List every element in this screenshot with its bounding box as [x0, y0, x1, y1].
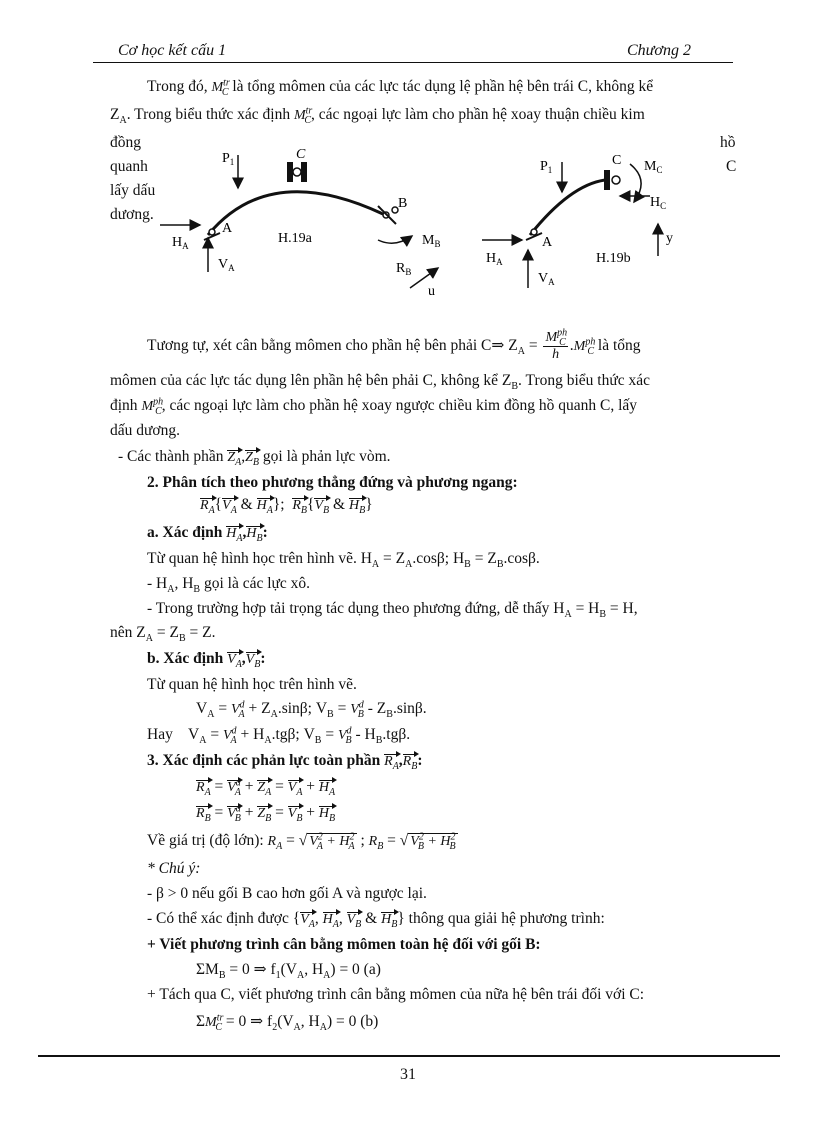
label-a-19b: A [542, 235, 553, 250]
arch-19b [530, 180, 605, 235]
header-chapter: Chương 2 [627, 42, 691, 59]
label-a-19a: A [222, 221, 233, 236]
p2-line1: Tương tự, xét cân bằng mômen cho phần hệ bên phải C⇒ $Z_A$ = $\frac{M^{ph}_C}{h}$ $.M^{ph}_C$ là tổng [147, 327, 641, 362]
label-ha-19a: $H_A$ [172, 235, 189, 251]
page-number: 31 [400, 1066, 416, 1083]
label-b-19a: B [398, 196, 408, 211]
s2a-line2: - $H_A$, $H_B$ gọi là các lực xô. [147, 575, 311, 596]
label-mb-19a: $M_B$ [422, 233, 441, 249]
s3-title: 3. Xác định các phản lực toàn phần $R_A,R_B$: [147, 752, 423, 772]
header-rule [93, 62, 733, 63]
p2-line4: dấu dương. [110, 422, 180, 439]
label-p1-19a: $P_1$ [222, 151, 235, 167]
s3-magnitude: Về giá trị (độ lớn): $R_A$ = √ $V^2_A + H^2_A$ ; $R_B$ = √ $V^2_B + H^2_B$ [147, 831, 456, 852]
support-b-19a [378, 206, 398, 224]
s3-eq-ra: $R_A = V^d_A + Z_A = V_A + H_A$ [196, 777, 336, 798]
label-va-19b: $V_A$ [538, 271, 555, 287]
s2b-title: b. Xác định $V_A,V_B$: [147, 650, 266, 670]
arch-figure [150, 140, 720, 300]
hinge-c-19a [287, 162, 307, 182]
header-course-title: Cơ học kết cấu 1 [118, 42, 227, 59]
label-ha-19b: $H_A$ [486, 251, 503, 267]
p2-line2: mômen của các lực tác dụng lên phần hệ bên phải C, không kể $Z_B$. Trong biểu thức xác [110, 372, 651, 393]
s3-eq-b: $\Sigma M^{tr}_C = 0$ ⇒ $f_2(V_A$, $H_A) = 0$ (b) [196, 1012, 379, 1034]
p1-line1: Trong đó, $M^{tr}_C$ là tổng mômen của các lực tác dụng lệ phần hệ bên trái C, không kể [147, 77, 654, 98]
caption-h19a: H.19a [278, 231, 312, 246]
s2-title: 2. Phân tích theo phương thẳng đứng và phương ngang: [147, 474, 518, 491]
s3-eq-rb: $R_B = V^d_B + Z_B = V_B + H_B$ [196, 803, 336, 824]
p1-line5: lấy dấu [110, 182, 156, 199]
s2b-line2: $V_A = V^d_A + Z_A.\sin\beta$; $V_B = V^d_B - Z_B.\sin\beta$. [196, 699, 427, 721]
label-c-19a: C [296, 147, 306, 162]
label-c-19b: C [612, 153, 622, 168]
s2a-title: a. Xác định $H_A,H_B$: [147, 524, 268, 544]
s2a-line1: Từ quan hệ hình học trên hình vẽ. $H_A = Z_A.\cos\beta$; $H_B = Z_B.\cos\beta$. [147, 550, 540, 571]
p1-line2: $Z_A$. Trong biểu thức xác định $M^{tr}_C$, các ngoại lực làm cho phần hệ xoay thuận chiều kim [110, 105, 645, 127]
p1-line6: dương. [110, 206, 154, 223]
label-u-19a: u [428, 284, 435, 299]
p1-line3b: hồ [720, 134, 736, 151]
p2-line5: - Các thành phần $Z_A,Z_B$ gọi là phản lực vòm. [118, 448, 391, 468]
label-hc-19b: $H_C$ [650, 195, 667, 211]
hinge-c-19b [604, 170, 620, 190]
arch-19a [208, 192, 385, 235]
p1-line4b: C [726, 158, 737, 175]
label-p1-19b: $P_1$ [540, 159, 553, 175]
s3-note-1: - β > 0 nếu gối B cao hơn gối A và ngược lại. [147, 885, 427, 902]
s3-note-2: - Có thể xác định được {$V_A$, $H_A$, $V_B$ & $H_B$} thông qua giải hệ phương trình: [147, 910, 605, 930]
p2-line3: định $M^{ph}_C$, các ngoại lực làm cho phần hệ xoay ngược chiều kim đồng hồ quanh C, lấy [110, 396, 638, 417]
label-va-19a: $V_A$ [218, 257, 235, 273]
s3-step-2: + Tách qua C, viết phương trình cân bằng mômen của nữa hệ bên trái đối với C: [147, 986, 645, 1003]
p1-line3a: đồng [110, 134, 141, 151]
s2a-line3: - Trong trường hợp tải trọng tác dụng theo phương đứng, dễ thấy $H_A = H_B = H$, [147, 600, 638, 621]
s2b-line1: Từ quan hệ hình học trên hình vẽ. [147, 676, 357, 693]
caption-h19b: H.19b [596, 251, 631, 266]
s2a-line4: nên $Z_A = Z_B = Z$. [110, 624, 216, 645]
s3-step-1: + Viết phương trình cân bằng mômen toàn hệ đối với gối B: [147, 936, 541, 953]
label-rb-19a: $R_B$ [396, 261, 412, 277]
s3-eq-a: $\Sigma M_B = 0$ ⇒ $f_1(V_A$, $H_A) = 0$ (a) [196, 961, 381, 982]
p1-line4a: quanh [110, 158, 148, 175]
footer-rule [38, 1055, 780, 1057]
label-y-19b: y [666, 231, 673, 246]
s3-note-title: * Chú ý: [147, 860, 201, 877]
s2-decomposition: $R_A\{V_A$ & $H_A$}; $R_B\{V_B$ & $H_B$} [200, 496, 373, 516]
s2b-line3: Hay $V_A = V^d_A + H_A.tg\beta$; $V_B = V^d_B - H_B.tg\beta$. [147, 725, 411, 747]
label-mc-19b: $M_C$ [644, 159, 663, 175]
